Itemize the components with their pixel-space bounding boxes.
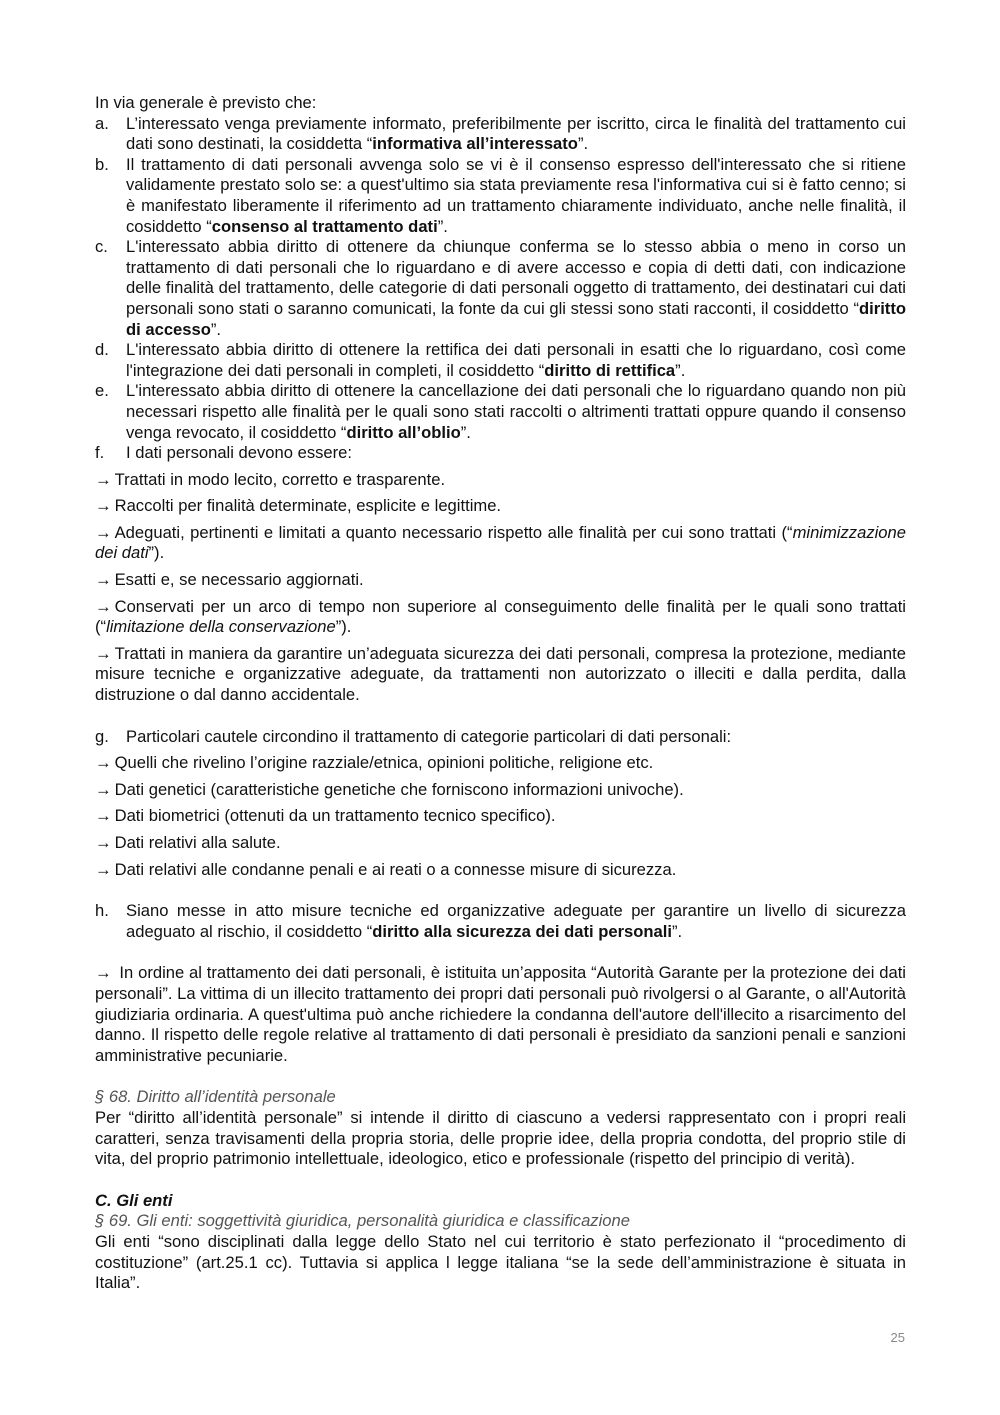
list-item-f (95, 443, 906, 464)
section-69-text: Gli enti “sono disciplinati dalla legge dello Stato nel cui territorio è stato perfezionato il “procedimento di costituzione” (art.25.1 cc). Tuttavia si applica l legge italiana “se la sede dell’amministrazione è situata in Italia”. (95, 1231, 906, 1293)
bold-term: diritto di rettifica (544, 360, 676, 380)
arrow-item (95, 806, 906, 827)
list-text-end: ”. (437, 216, 448, 236)
arrow-text-end: ”). (148, 543, 165, 563)
list-text-end: ”. (675, 360, 686, 380)
italic-term: minimizzazione dei dati (95, 522, 906, 563)
list-item-c (95, 237, 906, 340)
arrow-item (95, 860, 906, 881)
list-item-b (95, 155, 906, 237)
arrow-item (95, 780, 906, 801)
list-marker: h. (95, 901, 109, 921)
arrow-text-end: ”). (335, 617, 352, 637)
arrow-icon: → (95, 859, 112, 879)
list-text-end: ”. (671, 921, 683, 941)
list-text: Siano messe in atto misure tecniche ed organizzative adeguate per garantire un livello di sicurezza adeguato al rischio, il cosiddetto “ (126, 901, 906, 941)
list-item-a (95, 114, 906, 155)
bold-term: diritto alla sicurezza dei dati personali (372, 921, 672, 941)
list-text-end: ”. (460, 422, 471, 442)
list-marker: a. (95, 113, 109, 133)
arrow-icon: → (95, 469, 112, 489)
arrow-text: Conservati per un arco di tempo non superiore al conseguimento delle finalità per le quali sono trattati (“ (95, 596, 906, 637)
list-marker: d. (95, 340, 109, 360)
list-text-end: ”. (210, 319, 222, 339)
arrow-icon: → (95, 496, 112, 516)
list-item-h (95, 901, 906, 942)
list-text: L'interessato abbia diritto di ottenere da chiunque conferma se lo stesso abbia o meno in corso un trattamento di dati personali che lo riguardano e di avere accesso e copia di detti dati, con indicazione delle finalità del trattamento, delle categorie di dati personali oggetto di trattamento, dei destinatari cui dati personali sono stati o saranno comunicati, la fonte da cui gli stessi sono stati racconti, il cosiddetto “ (126, 237, 906, 318)
arrow-icon: → (95, 963, 112, 983)
bold-term: consenso al trattamento dati (211, 216, 438, 236)
arrow-icon: → (95, 779, 112, 799)
italic-term: limitazione della conservazione (106, 617, 336, 637)
bold-term: diritto all’oblio (346, 422, 461, 442)
section-68-text: Per “diritto all’identità personale” si intende il diritto di ciascuno a vedersi rappresentato con i propri reali caratteri, senza travisamenti della propria storia, delle proprie idee, della propria condotta, del proprio stile di vita, del proprio patrimonio intellettuale, ideologico, etico e professionale (rispetto del principio di verità). (95, 1107, 906, 1169)
paragraph-text: In ordine al trattamento dei dati personali, è istituita un’apposita “Autorità Garante per la protezione dei dati personali”. La vittima di un illecito trattamento dei propri dati personali può rivolgersi o al Garante, o all'Autorità giudiziaria ordinaria. A quest'ultima può anche richiedere la condanna dell'autore dell'illecito a risarcimento del danno. Il rispetto delle regole relative al trattamento di dati personali è presidiato da sanzioni penali e sanzioni amministrative pecuniarie. (95, 963, 906, 1065)
garante-paragraph (95, 963, 906, 1066)
arrow-item (95, 470, 906, 491)
arrow-item (95, 833, 906, 854)
list-marker: c. (95, 237, 108, 257)
list-item-g (95, 727, 906, 748)
list-text: L'interessato abbia diritto di ottenere la rettifica dei dati personali in esatti che lo riguardano, così come l'integrazione dei dati personali in completi, il cosiddetto “ (126, 340, 906, 380)
arrow-icon: → (95, 753, 112, 773)
arrow-item (95, 496, 906, 517)
bold-term: diritto di accesso (126, 298, 906, 339)
arrow-icon: → (95, 570, 112, 590)
list-item-e (95, 381, 906, 443)
arrow-item (95, 597, 906, 638)
list-marker: b. (95, 154, 109, 174)
list-text: Il trattamento di dati personali avvenga solo se vi è il consenso espresso dell'interessato che si ritiene validamente prestato solo se: a quest'ultimo sia stata previamente resa l'informativa cui si è fatto cenno; si è manifestato liberamente il riferimento ad un trattamento chiaramente individuato, anche nelle finalità, il cosiddetto “ (126, 154, 906, 236)
arrow-text: Adeguati, pertinenti e limitati a quanto necessario rispetto alle finalità per cui sono trattati (“ (114, 522, 793, 542)
arrow-text: Raccolti per finalità determinate, esplicite e legittime. (114, 496, 502, 516)
arrow-text: Dati biometrici (ottenuti da un trattamento tecnico specifico). (114, 806, 556, 826)
list-text-end: ”. (577, 134, 589, 154)
list-marker: e. (95, 381, 109, 401)
list-text: Particolari cautele circondino il trattamento di categorie particolari di dati personali: (126, 726, 732, 746)
arrow-text: Trattati in maniera da garantire un’adeguata sicurezza dei dati personali, compresa la protezione, mediante misure tecniche e organizzative adeguate, da trattamenti non autorizzato o illeciti e dalla perdita, dalla distruzione o dal danno accidentale. (95, 643, 906, 705)
arrow-text: Dati relativi alle condanne penali e ai reati o a connesse misure di sicurezza. (114, 859, 677, 879)
arrow-item (95, 644, 906, 706)
bold-term: informativa all’interessato (372, 134, 578, 154)
section-68-title: § 68. Diritto all’identità personale (95, 1087, 336, 1107)
arrow-text: Esatti e, se necessario aggiornati. (114, 570, 364, 590)
arrow-icon: → (95, 643, 112, 663)
arrow-item (95, 570, 906, 591)
list-item-d (95, 340, 906, 381)
list-text: I dati personali devono essere: (126, 443, 353, 463)
list-text: L’interessato venga previamente informato, preferibilmente per iscritto, circa le finalità del trattamento cui dati sono destinati, la cosiddetta “ (126, 113, 906, 154)
arrow-text: Trattati in modo lecito, corretto e trasparente. (114, 469, 446, 489)
arrow-text: Dati relativi alla salute. (114, 833, 281, 852)
chapter-heading: C. Gli enti (95, 1190, 173, 1210)
page-number: 25 (890, 1330, 905, 1345)
list-marker: g. (95, 726, 109, 746)
document-body (95, 93, 906, 1294)
intro-text: In via generale è previsto che: (95, 93, 317, 112)
list-text: L'interessato abbia diritto di ottenere la cancellazione dei dati personali che lo riguardano quando non più necessari rispetto alle finalità per le quali sono stati raccolti o altrimenti trattati oppure quando il consenso venga revocato, il cosiddetto “ (126, 381, 906, 442)
arrow-icon: → (95, 833, 112, 852)
arrow-item (95, 523, 906, 564)
arrow-icon: → (95, 596, 112, 616)
list-marker: f. (95, 443, 105, 463)
section-69-title: § 69. Gli enti: soggettività giuridica, personalità giuridica e classificazione (95, 1211, 630, 1231)
arrow-icon: → (95, 806, 112, 826)
arrow-text: Dati genetici (caratteristiche genetiche che forniscono informazioni univoche). (114, 779, 684, 799)
arrow-item (95, 753, 906, 774)
arrow-icon: → (95, 522, 112, 542)
arrow-text: Quelli che rivelino l’origine razziale/etnica, opinioni politiche, religione etc. (114, 753, 654, 773)
